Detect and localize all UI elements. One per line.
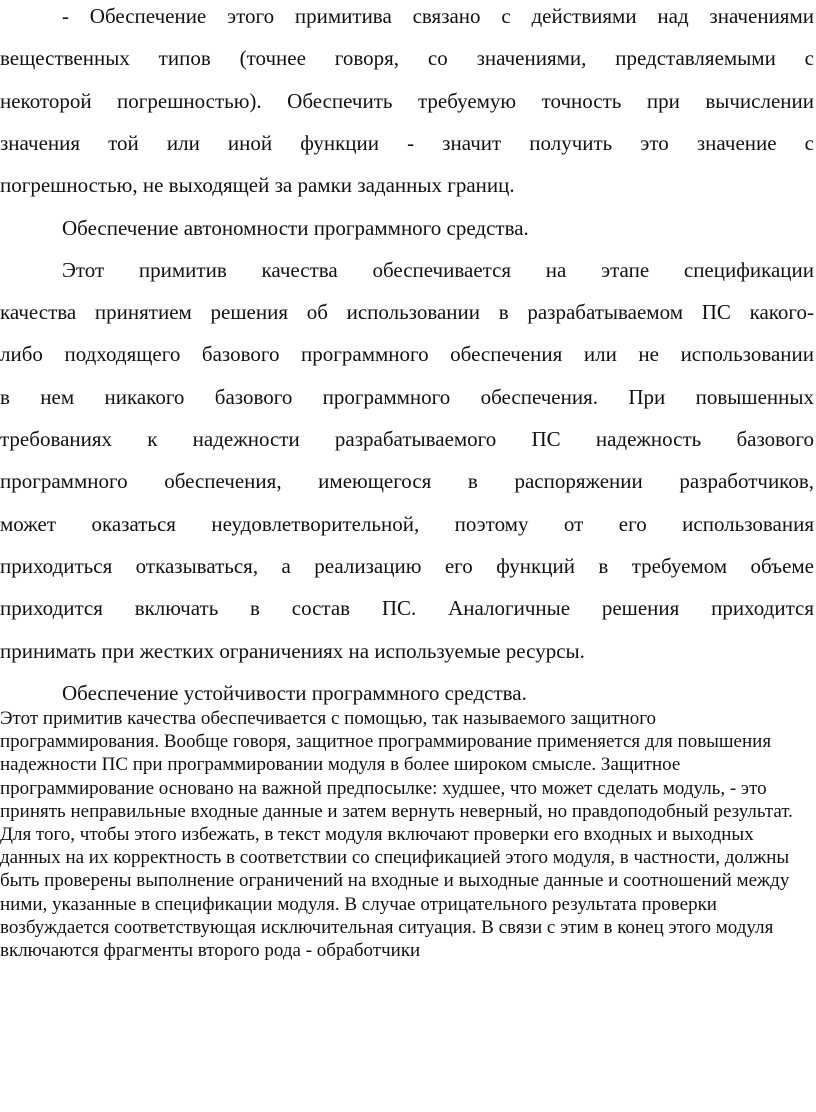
text-line-3: некоторой погрешностью). Обеспечить требуемую точность при вычислении [0, 88, 814, 113]
text-line-5: погрешностью, не выходящей за рамки заданных границ. [0, 173, 515, 198]
text-line-10: в нем никакого базового программного обеспечения. При повышенных [0, 384, 814, 409]
text-line-12: программного обеспечения, имеющегося в распоряжении разработчиков, [0, 469, 814, 494]
text-line-2: вещественных типов (точнее говоря, со значениями, представляемыми с [0, 46, 814, 71]
text-line-8: качества принятием решения об использовании в разрабатываемом ПС какого- [0, 300, 814, 325]
heading-stability: Обеспечение устойчивости программного средства. [62, 680, 527, 705]
single-spaced-section [0, 707, 812, 962]
text-line-16: принимать при жестких ограничениях на используемые ресурсы. [0, 638, 585, 663]
protective-programming-paragraph: Этот примитив качества обеспечивается с помощью, так называемого защитного программирования. Вообще говоря, защитное программирование применяется для повышения надежности ПС при программировании модуля в более широком смысле. Защитное программирование основано на важной предпосылке: худшее, что может сделать модуль, - это принять неправильные входные данные и затем вернуть неверный, но правдоподобный результат. Для того, чтобы этого избежать, в текст модуля включают проверки его входных и выходных данных на их корректность в соответствии со спецификацией этого модуля, в частности, должны быть проверены выполнение ограничений на входные и выходные данные и соотношений между ними, указанные в спецификации модуля. В случае отрицательного результата проверки возбуждается соответствующая исключительная ситуация. В связи с этим в конец этого модуля включаются фрагменты второго рода - обработчики [0, 708, 793, 962]
heading-autonomy: Обеспечение автономности программного средства. [62, 215, 529, 240]
text-line-7: Этот примитив качества обеспечивается на этапе спецификации [62, 257, 814, 282]
text-line-11: требованиях к надежности разрабатываемого ПС надежность базового [0, 427, 814, 451]
text-line-15: приходится включать в состав ПС. Аналогичные решения приходится [0, 596, 814, 621]
text-line-14: приходиться отказываться, а реализацию его функций в требуемом объеме [0, 553, 814, 578]
text-line-4: значения той или иной функции - значит получить это значение с [0, 130, 814, 155]
text-line-13: может оказаться неудовлетворительной, поэтому от его использования [0, 511, 814, 536]
text-line-9: либо подходящего базового программного обеспечения или не использовании [0, 342, 814, 367]
text-line-1: - Обеспечение этого примитива связано с действиями над значениями [62, 4, 814, 28]
